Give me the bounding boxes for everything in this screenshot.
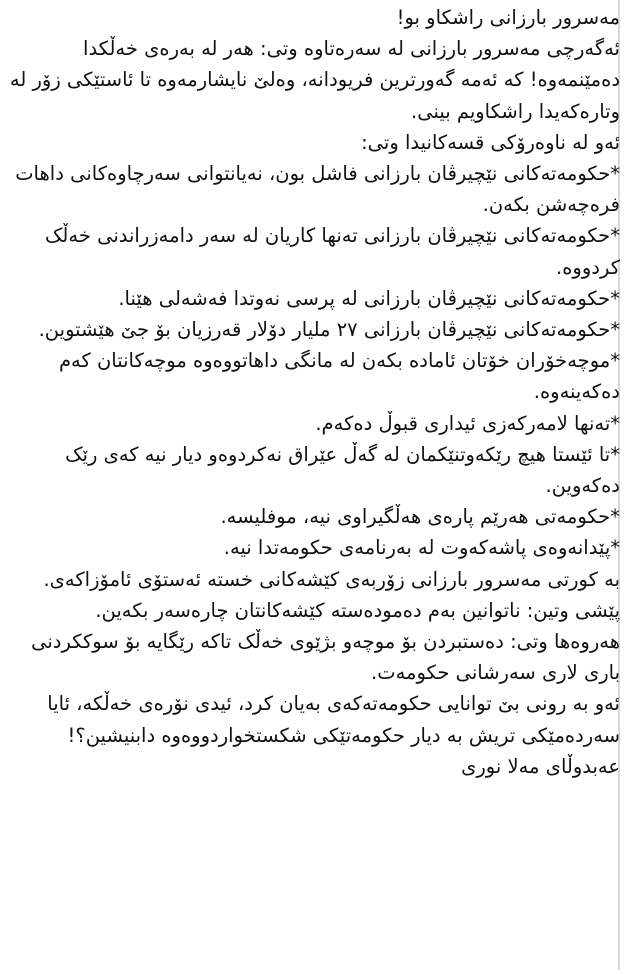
bullet-point: *پێدانەوەی پاشەکەوت لە بەرنامەی حکومەتدا نیە. — [223, 536, 620, 560]
bullet-point: *تا ئێستا هیچ رێکەوتنێکمان لە گەڵ عێراق نەکردوەو دیار نیە کەی رێک دەکەوین. — [65, 442, 620, 498]
paragraph: هەروەها وتی: دەستبردن بۆ موچەو بژێوی خەڵک تاکە رێگایە بۆ سوککردنی باری لاری سەرشانی حکومەت. — [31, 630, 620, 685]
bullet-point: *حکومەتی هەرێم پارەی هەڵگیراوی نیە، موفلیسە. — [220, 505, 620, 529]
paragraph: ئەو لە ناوەرۆکی قسەکانیدا وتی: — [361, 130, 620, 154]
article — [8, 2, 620, 782]
paragraph: بە کورتی مەسرور بارزانی زۆربەی کێشەکانی خستە ئەستۆی ئامۆزاکەی. — [43, 567, 620, 591]
bullet-point: *حکومەتەکانی نێچیرڤان بارزانی لە پرسی نەوتدا فەشەلی هێنا. — [118, 286, 620, 310]
article-title: مەسرور بارزانی راشکاو بو! — [396, 6, 620, 29]
bullet-point: *موچەخۆران خۆتان ئامادە بکەن لە مانگی داهاتووەوە موچەکانتان کەم دەکەینەوە. — [58, 349, 620, 404]
bullet-point: *تەنها لامەرکەزی ئیداری قبوڵ دەکەم. — [315, 411, 620, 435]
paragraph: پێشی وتین: ناتوانین بەم دەمودەستە کێشەکانتان چارەسەر بکەین. — [95, 598, 620, 622]
paragraph: ئەو بە رونی بێ توانایی حکومەتەکەی بەیان کرد، ئیدی نۆرەی خەڵکە، ئایا سەردەمێکی تریش بە دیار حکومەتێکی شکستخواردووەوە دابنیشین؟! — [47, 692, 620, 747]
bullet-point: *حکومەتەکانی نێچیرڤان بارزانی ٢٧ ملیار دۆلار قەرزیان بۆ جێ هێشتوین. — [38, 318, 620, 342]
bullet-point: *حکومەتەکانی نێچیرڤان بارزانی فاشل بون، نەیانتوانی سەرچاوەکانی داهات فرەچەشن بکەن. — [15, 162, 620, 217]
paragraph: ئەگەرچی مەسرور بارزانی لە سەرەتاوە وتی: هەر لە بەرەی خەڵکدا دەمێنمەوە! کە ئەمە گەورترین فریودانە، وەلێ نایشارمەوە تا ئاستێکی زۆر لە وتارەکەیدا راشکاویم بینی. — [9, 37, 620, 123]
author-signature: عەبدوڵای مەلا نوری — [461, 754, 620, 778]
bullet-point: *حکومەتەکانی نێچیرڤان بارزانی تەنها کاریان لە سەر دامەزراندنی خەڵک کردووە. — [44, 224, 620, 279]
